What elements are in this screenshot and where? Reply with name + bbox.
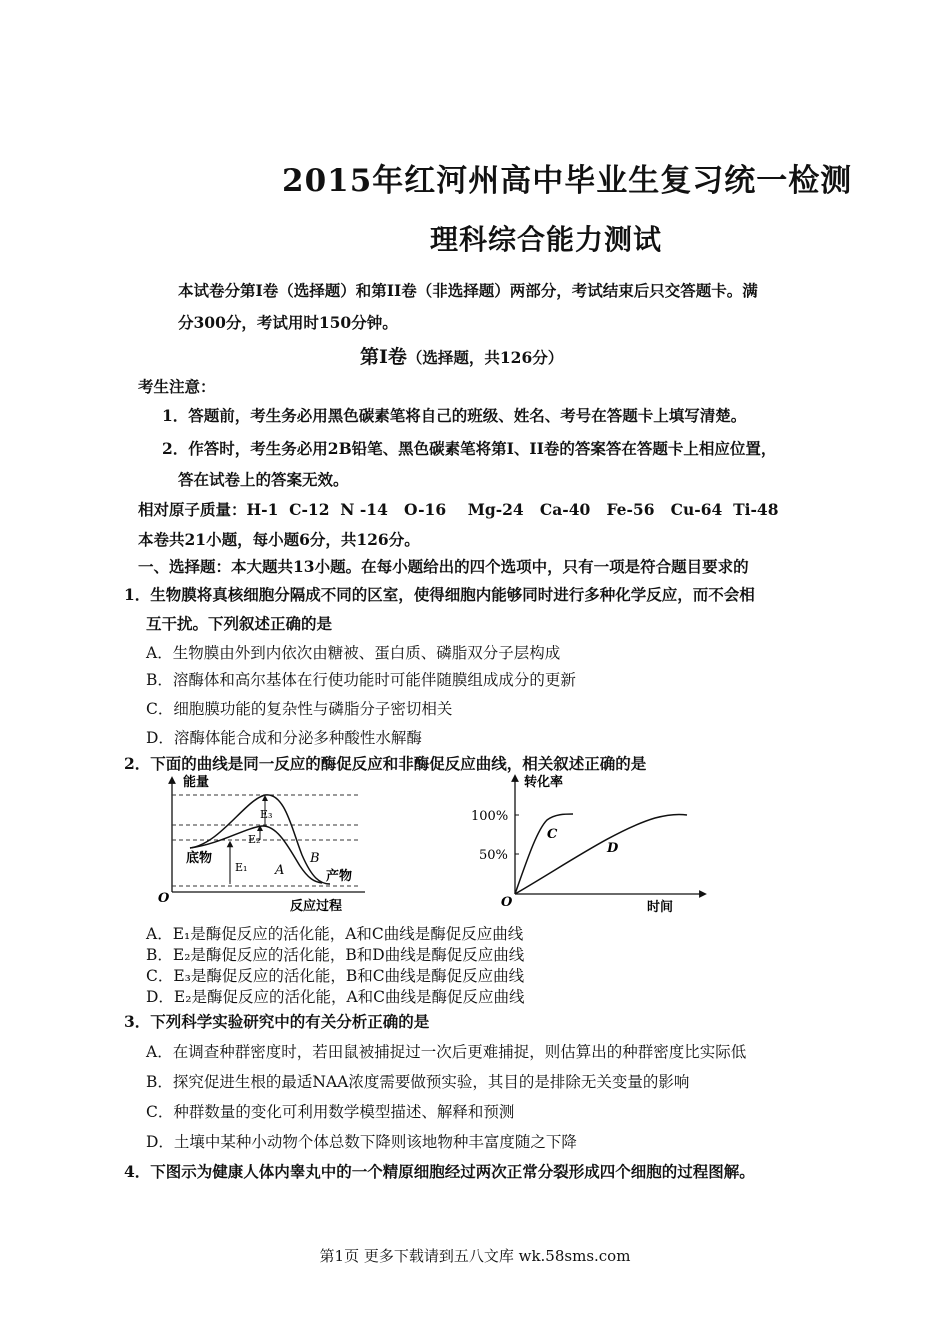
q4-stem: 4．下图示为健康人体内睾丸中的一个精原细胞经过两次正常分裂形成四个细胞的过程图解。 [124, 1162, 755, 1181]
energy-origin: O [158, 891, 170, 906]
curve-a-label: A [275, 863, 285, 878]
q1-option-a: A．生物膜由外到内依次由糖被、蛋白质、磷脂双分子层构成 [146, 644, 561, 662]
q2-option-b: B．E₂是酶促反应的活化能，B和D曲线是酶促反应曲线 [146, 946, 525, 964]
section-heading [360, 342, 563, 369]
energy-xlabel: 反应过程 [290, 899, 343, 914]
notice-label: 考生注意： [138, 377, 216, 396]
notice-item-2-cont: 答在试卷上的答案无效。 [178, 470, 349, 489]
notice-item-2: 2．作答时，考生务必用2B铅笔、黑色碳素笔将第I、II卷的答案答在答题卡上相应位置， [162, 439, 777, 458]
q1-stem-2: 互干扰。下列叙述正确的是 [146, 614, 333, 633]
q1-option-d: D．溶酶体能合成和分泌多种酸性水解酶 [146, 729, 422, 747]
q3-option-a: A．在调查种群密度时，若田鼠被捕捉过一次后更难捕捉，则估算出的种群密度比实际低 [146, 1043, 747, 1061]
q2-option-d: D．E₂是酶促反应的活化能，A和C曲线是酶促反应曲线 [146, 988, 525, 1006]
q1-stem-1: 1．生物膜将真核细胞分隔成不同的区室，使得细胞内能够同时进行多种化学反应，而不会相 [124, 585, 755, 604]
volume-info: 本卷共21小题，每小题6分，共126分。 [138, 530, 420, 549]
atomic-mass: 相对原子质量：H-1 C-12 N -14 O-16 Mg-24 Ca-40 Fe-56 Cu-64 Ti-48 [138, 500, 779, 519]
conversion-xlabel: 时间 [647, 900, 674, 915]
q3-option-b: B．探究促进生根的最适NAA浓度需要做预实验，其目的是排除无关变量的影响 [146, 1073, 690, 1091]
label-e1: E₁ [235, 861, 248, 874]
intro-line-1: 本试卷分第I卷（选择题）和第II卷（非选择题）两部分，考试结束后只交答题卡。满 [178, 281, 758, 300]
q3-option-c: C．种群数量的变化可利用数学模型描述、解释和预测 [146, 1103, 515, 1121]
section-title: 第Ⅰ卷 [360, 346, 407, 368]
tick-50: 50% [479, 848, 508, 863]
tick-100: 100% [471, 809, 509, 824]
page-title: 2015年红河州高中毕业生复习统一检测 [282, 163, 853, 199]
product-label: 产物 [326, 869, 353, 884]
q1-option-c: C．细胞膜功能的复杂性与磷脂分子密切相关 [146, 700, 453, 718]
curve-c-label: C [547, 827, 558, 842]
notice-item-1: 1．答题前，考生务必用黑色碳素笔将自己的班级、姓名、考号在答题卡上填写清楚。 [162, 406, 747, 425]
conversion-origin: O [501, 895, 513, 910]
part1-heading: 一、选择题：本大题共13小题。在每小题给出的四个选项中，只有一项是符合题目要求的 [138, 557, 749, 576]
page-footer: 第1页 更多下载请到五八文库 wk.58sms.com [319, 1247, 631, 1265]
q2-option-a: A．E₁是酶促反应的活化能，A和C曲线是酶促反应曲线 [146, 925, 524, 943]
section-note: （选择题，共126分） [406, 348, 564, 367]
q2-option-c: C．E₃是酶促反应的活化能，B和C曲线是酶促反应曲线 [146, 967, 525, 985]
q1-option-b: B．溶酶体和高尔基体在行使功能时可能伴随膜组成成分的更新 [146, 671, 576, 689]
intro-line-2: 分300分，考试用时150分钟。 [178, 313, 398, 332]
conversion-ylabel: 转化率 [524, 775, 564, 790]
q3-option-d: D．土壤中某种小动物个体总数下降则该地物种丰富度随之下降 [146, 1133, 577, 1151]
curve-b-label: B [310, 851, 320, 866]
substrate-label: 底物 [186, 851, 213, 866]
energy-ylabel: 能量 [183, 775, 210, 790]
curve-d-label: D [607, 841, 619, 856]
label-e3: E₃ [260, 808, 273, 821]
conversion-chart [465, 770, 710, 916]
page-subtitle: 理科综合能力测试 [430, 223, 663, 256]
q2-stem: 2．下面的曲线是同一反应的酶促反应和非酶促反应曲线，相关叙述正确的是 [124, 754, 647, 773]
label-e2: E₂ [248, 833, 261, 846]
q3-stem: 3．下列科学实验研究中的有关分析正确的是 [124, 1012, 430, 1031]
energy-diagram [150, 770, 390, 916]
